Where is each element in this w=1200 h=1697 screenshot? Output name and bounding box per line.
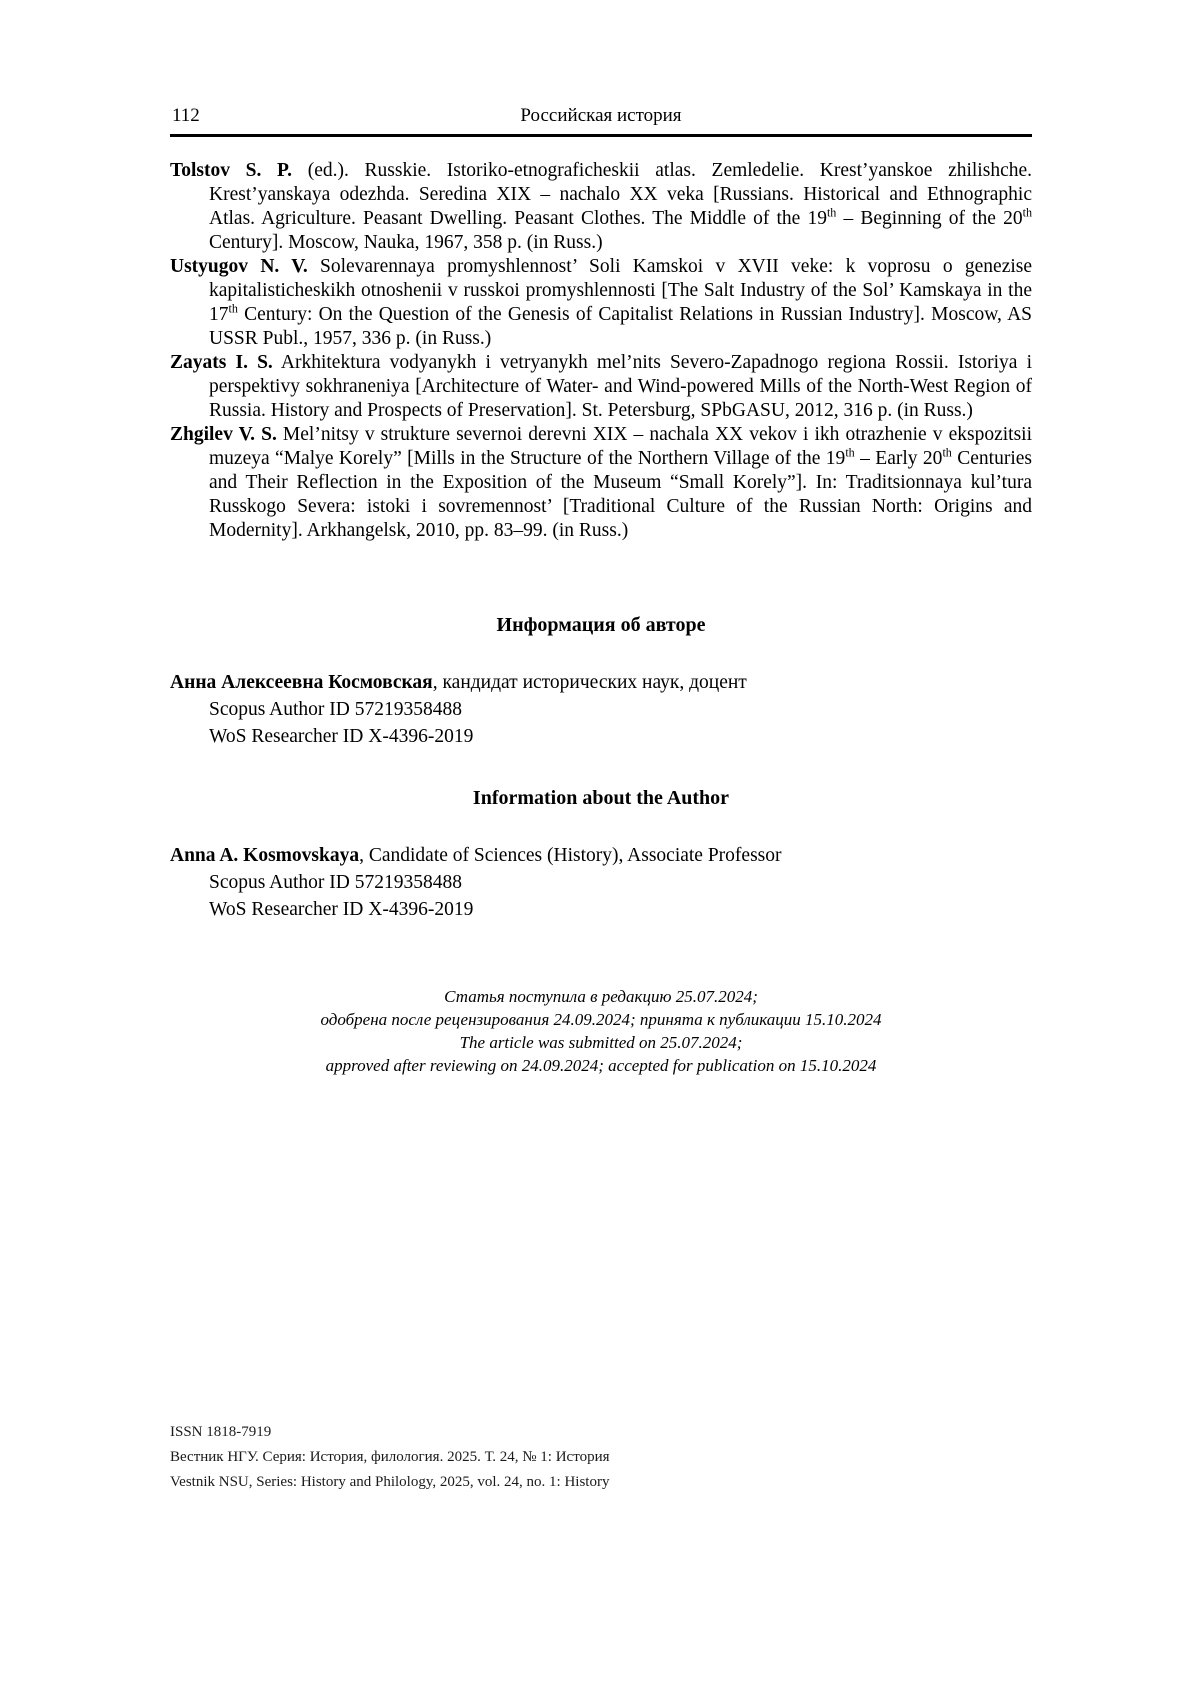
journal-info-en: Vestnik NSU, Series: History and Philology, 2025, vol. 24, no. 1: History xyxy=(170,1474,610,1490)
author-info-ru xyxy=(170,669,1032,750)
author-info-en xyxy=(170,842,1032,923)
issn: ISSN 1818-7919 xyxy=(170,1424,272,1440)
reference-entry: Zhgilev V. S. Mel’nitsy v strukture severnoi derevni XIX – nachala XX vekov i ikh otrazhenie v ekspozitsii muzeya “Malye Korely” [Mills in the Structure of the Northern Village of the 19th – Early 20th Centuries and Their Reflection in the Exposition of the Museum “Small Korely”]. In: Traditsionnaya kul’tura Russkogo Severa: istoki i sovremennost’ [Traditional Culture of the Russian North: Origins and Modernity]. Arkhangelsk, 2010, pp. 83–99. (in Russ.) xyxy=(170,424,1032,541)
submission-line-ru-1: Статья поступила в редакцию 25.07.2024; xyxy=(444,987,758,1006)
running-head: Российская история xyxy=(520,105,682,126)
author-info-en-heading: Information about the Author xyxy=(472,787,730,809)
header-rule xyxy=(170,134,1032,137)
references-list xyxy=(170,159,1032,543)
wos-id-en: WoS Researcher ID X-4396-2019 xyxy=(209,899,474,920)
author-name-ru: Анна Алексеевна Космовская, кандидат исторических наук, доцент xyxy=(170,672,747,693)
journal-info-ru: Вестник НГУ. Серия: История, филология. 2025. Т. 24, № 1: История xyxy=(170,1449,610,1465)
submission-dates xyxy=(170,985,1032,1077)
reference-entry: Tolstov S. P. (ed.). Russkie. Istoriko-etnograficheskii atlas. Zemledelie. Krest’yanskoe zhilishche. Krest’yanskaya odezhda. Seredina XIX – nachalo XX veka [Russians. Historical and Ethnographic Atlas. Agriculture. Peasant Dwelling. Peasant Clothes. The Middle of the 19th – Beginning of the 20th Century]. Moscow, Nauka, 1967, 358 p. (in Russ.) xyxy=(170,160,1033,253)
page-header xyxy=(170,105,1032,129)
author-info-ru-heading: Информация об авторе xyxy=(496,614,706,636)
scopus-id-ru: Scopus Author ID 57219358488 xyxy=(209,699,462,720)
wos-id-ru: WoS Researcher ID X-4396-2019 xyxy=(209,726,474,747)
reference-entry: Ustyugov N. V. Solevarennaya promyshlennost’ Soli Kamskoi v XVII veke: k voprosu o genezise kapitalisticheskikh otnoshenii v russkoi promyshlennosti [The Salt Industry of the Sol’ Kamskaya in the 17th Century: On the Question of the Genesis of Capitalist Relations in Russian Industry]. Moscow, AS USSR Publ., 1957, 336 p. (in Russ.) xyxy=(170,256,1033,349)
page-number: 112 xyxy=(172,105,200,126)
submission-line-en-2: approved after reviewing on 24.09.2024; accepted for publication on 15.10.2024 xyxy=(325,1056,877,1075)
reference-entry: Zayats I. S. Arkhitektura vodyanykh i vetryanykh mel’nits Severo-Zapadnogo regiona Rossii. Istoriya i perspektivy sokhraneniya [Architecture of Water- and Wind-powered Mills of the North-West Region of Russia. History and Prospects of Preservation]. St. Petersburg, SPbGASU, 2012, 316 p. (in Russ.) xyxy=(170,352,1032,421)
author-name-en: Anna A. Kosmovskaya, Candidate of Sciences (History), Associate Professor xyxy=(170,845,782,866)
page-footer xyxy=(170,1420,1032,1495)
submission-line-ru-2: одобрена после рецензирования 24.09.2024; принята к публикации 15.10.2024 xyxy=(320,1010,882,1029)
page-content xyxy=(170,105,1032,1077)
scopus-id-en: Scopus Author ID 57219358488 xyxy=(209,872,462,893)
submission-line-en-1: The article was submitted on 25.07.2024; xyxy=(459,1033,743,1052)
